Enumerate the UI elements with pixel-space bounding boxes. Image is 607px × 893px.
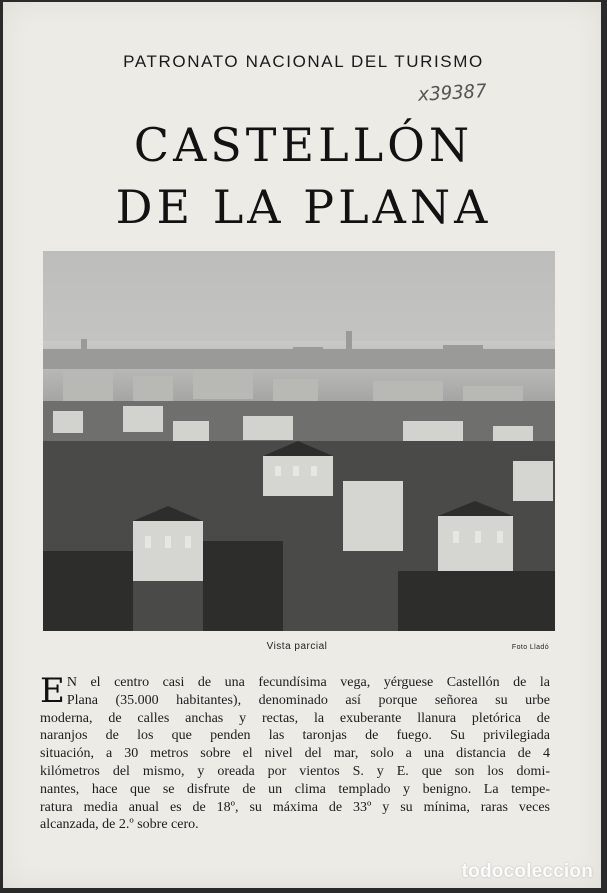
title-line-2: DE LA PLANA [115, 180, 492, 234]
body-line: kilómetros del mismo, y oreada por vientos S. y E. que son los domi- [40, 763, 550, 779]
organization-heading: PATRONATO NACIONAL DEL TURISMO [123, 52, 484, 71]
title-line-1: CASTELLÓN [133, 118, 474, 172]
watermark: todocoleccion [461, 861, 593, 882]
body-line: Plana (35.000 habitantes), denominado así porque señorea su urbe [66, 692, 550, 708]
body-line: alcanzada, de 2.º sobre cero. [40, 817, 199, 833]
photo-caption: Vista parcial [266, 641, 328, 652]
body-line: ratura media anual es de 18º, su máxima de 33º y su mínima, raras veces [40, 799, 550, 815]
body-line: naranjos de los que penden las taronjas de fuego. Su privilegiada [40, 728, 550, 744]
dropcap: E [40, 671, 65, 711]
body-line: moderna, de calles anchas y rectas, la exuberante llanura pletórica de [40, 710, 550, 726]
body-line: nantes, hace que se disfrute de un clima templado y benigno. La tempe- [40, 781, 550, 797]
city-photo [43, 251, 555, 631]
city-photo-illustration [43, 251, 555, 631]
body-paragraph [40, 671, 550, 834]
body-line: situación, a 30 metros sobre el nivel del mar, solo a una distancia de 4 [40, 746, 550, 762]
photo-credit: Foto Lladó [511, 644, 549, 651]
handwritten-annotation: x39387 [417, 80, 488, 106]
body-line: N el centro casi de una fecundísima vega, yérguese Castellón de la [66, 675, 550, 690]
